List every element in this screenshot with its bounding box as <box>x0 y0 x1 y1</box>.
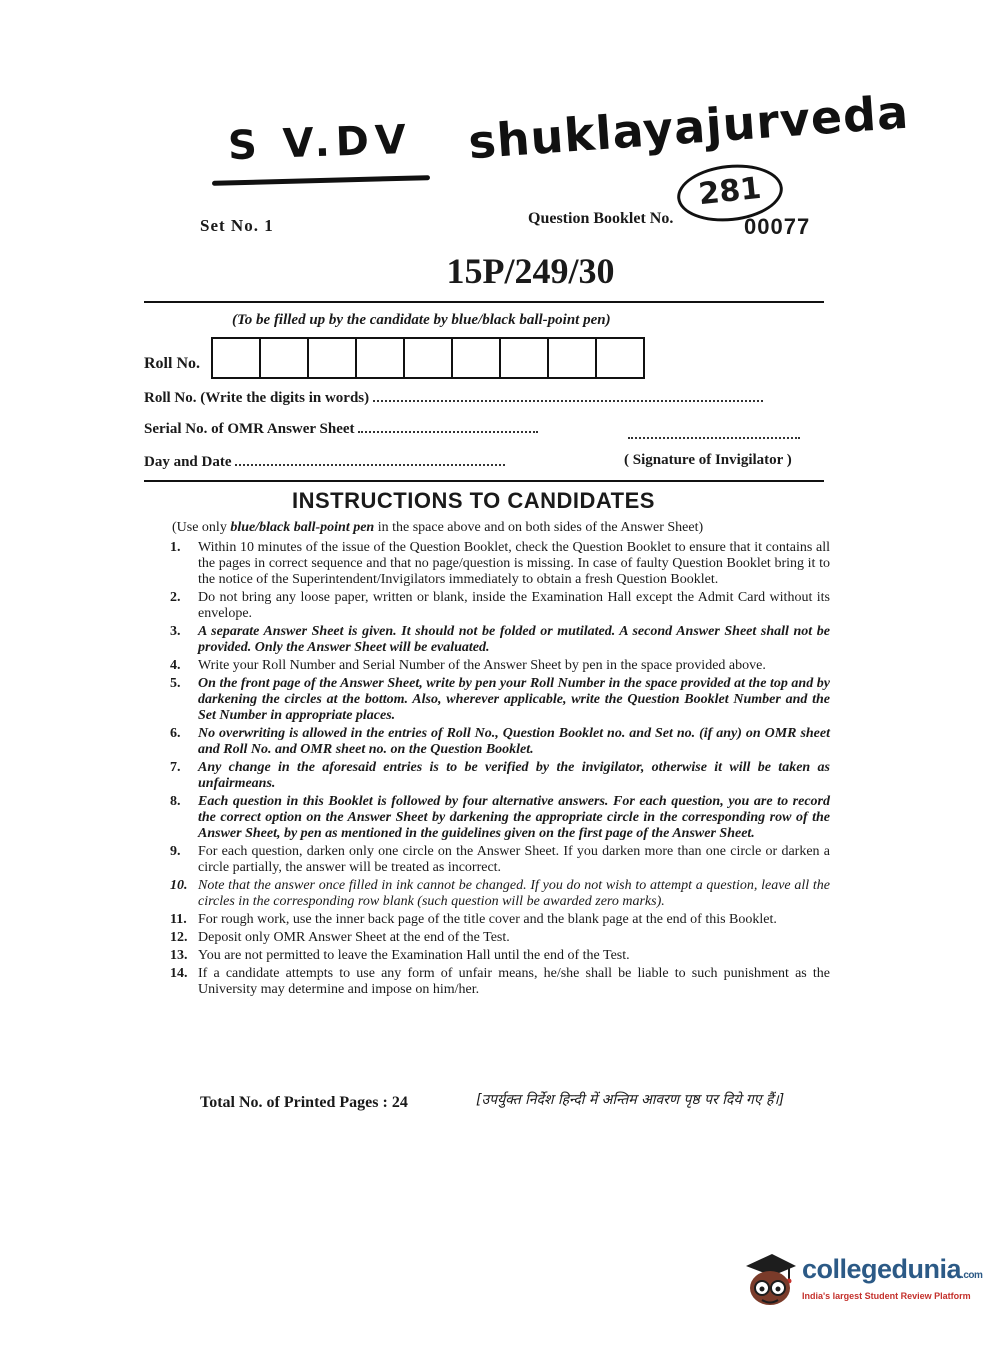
instruction-number: 11. <box>170 912 187 927</box>
instruction-item <box>170 844 830 876</box>
instruction-item <box>170 726 830 758</box>
handwritten-underline <box>212 175 430 186</box>
instruction-text: If a candidate attempts to use any form of unfair means, he/she shall be liable to such punishment as the University may determine and impose on him/her. <box>198 966 830 997</box>
roll-digit-box[interactable] <box>453 339 501 377</box>
instruction-number: 9. <box>170 844 181 859</box>
instruction-item <box>170 794 830 842</box>
instruction-item <box>170 930 830 946</box>
instructions-note <box>172 520 703 536</box>
instruction-text: For each question, darken only one circle on the Answer Sheet. If you darken more than one circle or darken a circle partially, the answer will be treated as incorrect. <box>198 844 830 875</box>
hindi-note: [उपर्युक्त निर्देश हिन्दी में अन्तिम आवरण पृष्ठ पर दिये गए हैं।] <box>476 1092 785 1108</box>
instruction-text: A separate Answer Sheet is given. It should not be folded or mutilated. A second Answer Sheet shall not be provided. Only the Answer Sheet will be evaluated. <box>198 624 830 655</box>
instruction-item <box>170 912 830 928</box>
day-date-line[interactable] <box>235 454 505 466</box>
instruction-item <box>170 540 830 588</box>
omr-serial-field[interactable] <box>144 421 538 438</box>
note-prefix: (Use only <box>172 520 231 535</box>
roll-digit-box[interactable] <box>261 339 309 377</box>
instruction-item <box>170 676 830 724</box>
instruction-text: Deposit only OMR Answer Sheet at the end of the Test. <box>198 930 510 945</box>
roll-digit-box[interactable] <box>501 339 549 377</box>
divider-bottom <box>144 480 824 482</box>
question-booklet-number: 00077 <box>744 214 811 239</box>
omr-serial-label: Serial No. of OMR Answer Sheet <box>144 421 355 437</box>
instruction-number: 1. <box>170 540 181 555</box>
instruction-item <box>170 590 830 622</box>
brand-tagline: India's largest Student Review Platform <box>802 1291 971 1301</box>
roll-no-words-label: Roll No. (Write the digits in words) <box>144 390 370 406</box>
instruction-text: For rough work, use the inner back page of the title cover and the blank page at the end of this Booklet. <box>198 912 777 927</box>
signature-label: ( Signature of Invigilator ) <box>624 452 792 468</box>
signature-line[interactable] <box>628 427 800 439</box>
collegedunia-watermark[interactable] <box>742 1250 983 1310</box>
handwritten-circled-number: 281 <box>674 160 785 227</box>
instruction-item <box>170 878 830 910</box>
omr-serial-line[interactable] <box>358 421 538 433</box>
instruction-number: 13. <box>170 948 188 963</box>
question-booklet-label: Question Booklet No. <box>528 210 674 227</box>
instructions-list <box>170 540 830 1000</box>
instruction-text: Any change in the aforesaid entries is to be verified by the invigilator, otherwise it will be taken as unfairmeans. <box>198 760 830 791</box>
roll-no-label: Roll No. <box>144 355 200 372</box>
divider-top <box>144 301 824 303</box>
roll-digit-box[interactable] <box>213 339 261 377</box>
instruction-item <box>170 948 830 964</box>
note-suffix: in the space above and on both sides of the Answer Sheet) <box>374 520 704 535</box>
brand-dotcom: .com <box>961 1270 983 1281</box>
day-date-label: Day and Date <box>144 454 232 470</box>
paper-code: 15P/249/30 <box>446 251 615 291</box>
handwritten-note-left: S V.DV <box>227 116 413 170</box>
brand-name <box>802 1254 982 1285</box>
instruction-text: Do not bring any loose paper, written or blank, inside the Examination Hall except the Admit Card without its envelope. <box>198 590 830 621</box>
instruction-text: On the front page of the Answer Sheet, write by pen your Roll Number in the space provided at the top and by darkening the circles at the bottom. Also, wherever applicable, write the Question Booklet Number and the Set Number in appropriate places. <box>198 676 830 723</box>
set-number: Set No. 1 <box>200 216 274 235</box>
instruction-item <box>170 966 830 998</box>
fill-instruction: (To be filled up by the candidate by blue/black ball-point pen) <box>232 312 611 328</box>
instruction-number: 5. <box>170 676 181 691</box>
instruction-number: 6. <box>170 726 181 741</box>
roll-digit-box[interactable] <box>357 339 405 377</box>
instruction-number: 8. <box>170 794 181 809</box>
instruction-item <box>170 624 830 656</box>
instruction-item <box>170 760 830 792</box>
brand-text: collegedunia <box>802 1254 962 1284</box>
total-pages: Total No. of Printed Pages : 24 <box>200 1094 408 1111</box>
instruction-number: 2. <box>170 590 181 605</box>
instruction-text: No overwriting is allowed in the entries of Roll No., Question Booklet no. and Set no. (if any) on OMR sheet and Roll No. and OMR sheet no. on the Question Booklet. <box>198 726 830 757</box>
day-date-field[interactable] <box>144 454 505 471</box>
instruction-number: 4. <box>170 658 181 673</box>
instruction-text: Within 10 minutes of the issue of the Question Booklet, check the Question Booklet to ensure that it contains all the pages in correct sequence and that no page/question is missing. In case of faulty Question Booklet bring it to the notice of the Superintendent/Invigilators immediately to obtain a fresh Question Booklet. <box>198 540 830 587</box>
instruction-item <box>170 658 830 674</box>
instruction-number: 10. <box>170 878 188 893</box>
roll-no-words-field[interactable] <box>144 390 763 407</box>
instruction-number: 3. <box>170 624 181 639</box>
roll-digit-box[interactable] <box>309 339 357 377</box>
instruction-text: Note that the answer once filled in ink cannot be changed. If you do not wish to attempt a question, leave all the circles in the corresponding row blank (such question will be awarded zero marks). <box>198 878 830 909</box>
roll-digit-box[interactable] <box>549 339 597 377</box>
instruction-number: 14. <box>170 966 188 981</box>
roll-digit-box[interactable] <box>405 339 453 377</box>
roll-no-words-line[interactable] <box>373 390 763 402</box>
instruction-number: 12. <box>170 930 188 945</box>
handwritten-note-right: shuklayajurveda <box>466 84 911 170</box>
instruction-text: Write your Roll Number and Serial Number of the Answer Sheet by pen in the space provided above. <box>198 658 766 673</box>
instruction-text: Each question in this Booklet is followed by four alternative answers. For each question, you are to record the correct option on the Answer Sheet by darkening the appropriate circle in the corresponding row of the Answer Sheet, by pen as mentioned in the guidelines given on the first page of the Answer Sheet. <box>198 794 830 841</box>
note-emphasis: blue/black ball-point pen <box>230 520 375 535</box>
instructions-title: INSTRUCTIONS TO CANDIDATES <box>292 488 655 513</box>
mascot-icon <box>742 1250 798 1308</box>
roll-no-boxes[interactable] <box>211 337 645 379</box>
instruction-number: 7. <box>170 760 181 775</box>
roll-digit-box[interactable] <box>597 339 643 377</box>
instruction-text: You are not permitted to leave the Examination Hall until the end of the Test. <box>198 948 630 963</box>
